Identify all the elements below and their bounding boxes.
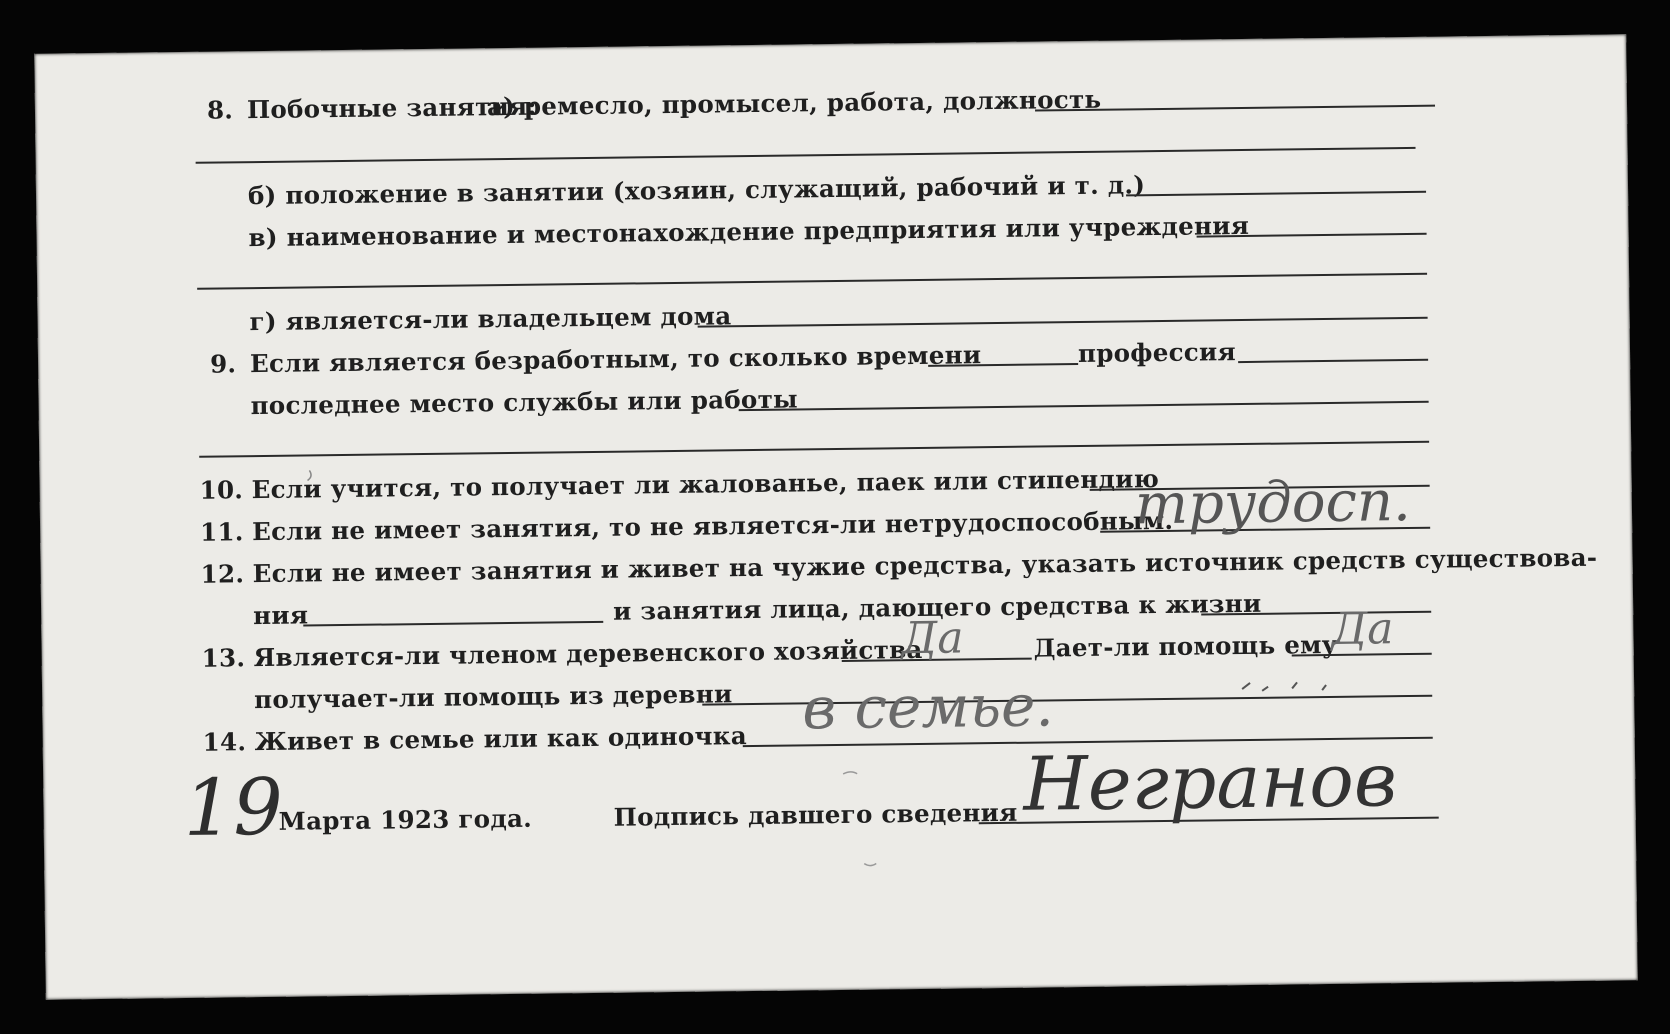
q13-handwritten-answer-1: Да [901, 612, 964, 665]
q10-number: 10. [199, 475, 244, 505]
q9-last-place-label: последнее место службы или работы [250, 384, 799, 421]
q10-label: Если учится, то получает ли жалованье, паек или стипендию [251, 464, 1160, 505]
footer-handwritten-day: 19 [182, 762, 284, 854]
q13-help-label: Дает-ли помощь ему [1033, 629, 1338, 663]
q11-handwritten-answer: трудосп. [1134, 468, 1412, 538]
q11-number: 11. [199, 517, 244, 547]
q14-number: 14. [202, 727, 247, 757]
q12-number: 12. [200, 559, 245, 589]
q13-number: 13. [201, 643, 246, 673]
stray-pencil-marks [34, 34, 1637, 999]
q12-cont2-label: и занятия лица, дающего средства к жизни [612, 588, 1262, 626]
q9-profession-label: профессия [1077, 337, 1237, 369]
q8-label-bold: Побочные занятия: [246, 91, 537, 125]
q14-handwritten-answer: в семье. [801, 671, 1055, 743]
q8v-label: в) наименование и местонахождение предприятия или учреждения [248, 210, 1250, 253]
q9-label: Если является безработным, то сколько времени [249, 340, 982, 379]
q8b-label: б) положение в занятии (хозяин, служащий, рабочий и т. д.) [247, 170, 1146, 211]
footer-signature-label: Подпись давшего сведения [613, 797, 1018, 832]
q14-label: Живет в семье или как одиночка [254, 721, 748, 757]
q12-label: Если не имеет занятия и живет на чужие средства, указать источник средств существова- [252, 542, 1598, 589]
footer-date: Марта 1923 года. [278, 803, 533, 836]
footer-handwritten-signature: Негранов [1022, 737, 1398, 828]
q12-cont-label: ния [252, 600, 309, 631]
q11-label: Если не имеет занятия, то не является-ли нетрудоспособным. [251, 505, 1174, 547]
census-form-card [34, 34, 1637, 999]
q9-number: 9. [209, 349, 237, 379]
q8-number: 8. [206, 95, 234, 125]
q8-label: а) ремесло, промысел, работа, должность [486, 84, 1102, 122]
q13-handwritten-answer-2: Да [1331, 603, 1394, 655]
q13-label: Является-ли членом деревенского хозяйства [253, 634, 923, 673]
q13-receives-label: получает-ли помощь из деревни [254, 679, 733, 715]
q8g-label: г) является-ли владельцем дома [249, 301, 732, 337]
